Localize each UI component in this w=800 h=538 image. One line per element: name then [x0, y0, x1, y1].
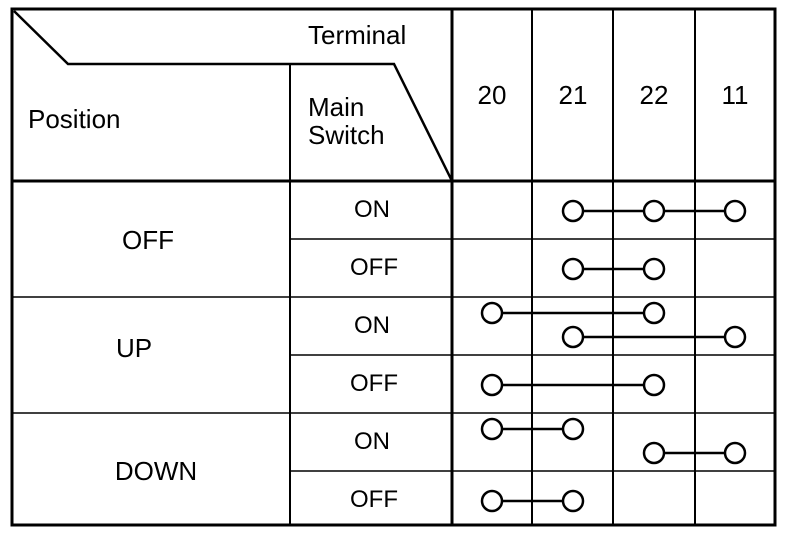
terminal-node [563, 419, 583, 439]
position-header: Position [28, 104, 121, 134]
terminal-node [563, 491, 583, 511]
terminal-node [644, 443, 664, 463]
main-switch-state: ON [354, 196, 390, 223]
terminal-node [482, 375, 502, 395]
terminal-node [644, 303, 664, 323]
terminal-node [482, 419, 502, 439]
terminal-node [644, 259, 664, 279]
main-switch-header-line1: Main [308, 92, 365, 122]
terminal-label-20: 20 [477, 80, 507, 110]
terminal-node [644, 375, 664, 395]
terminal-label-11: 11 [721, 80, 749, 110]
terminal-node [725, 201, 745, 221]
terminal-node [725, 327, 745, 347]
main-switch-state: ON [354, 312, 390, 339]
main-switch-state: OFF [350, 486, 398, 513]
main-switch-state: OFF [350, 254, 398, 281]
position-down: DOWN [114, 456, 198, 486]
position-off: OFF [122, 225, 174, 255]
terminal-label-22: 22 [639, 80, 669, 110]
terminal-node [725, 443, 745, 463]
main-switch-state: ON [354, 428, 390, 455]
terminal-node [563, 201, 583, 221]
position-up: UP [115, 333, 153, 363]
terminal-node [482, 303, 502, 323]
terminal-header: Terminal [308, 20, 407, 50]
main-switch-header-line2: Switch [308, 120, 385, 150]
terminal-node [482, 491, 502, 511]
terminal-node [563, 327, 583, 347]
terminal-label-21: 21 [558, 80, 588, 110]
terminal-node [563, 259, 583, 279]
main-switch-state: OFF [350, 370, 398, 397]
terminal-node [644, 201, 664, 221]
